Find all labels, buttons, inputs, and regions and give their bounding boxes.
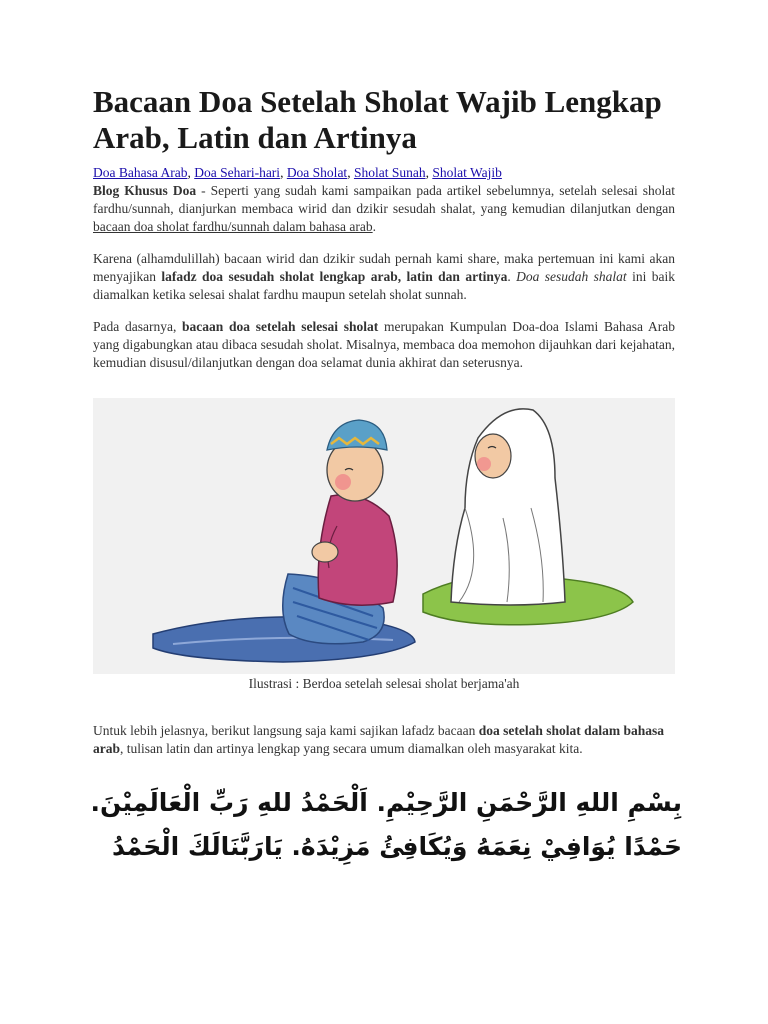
tag-link-doa-bahasa-arab[interactable]: Doa Bahasa Arab <box>93 165 188 180</box>
p2-text: ini baik diamalkan ketika selesai shalat fardhu maupun setelah sholat sunnah. <box>93 269 675 302</box>
figure-caption: Ilustrasi : Berdoa setelah selesai sholat berjama'ah <box>248 676 520 691</box>
tag-link-sholat-wajib[interactable]: Sholat Wajib <box>432 165 502 180</box>
p2-bold: lafadz doa sesudah sholat lengkap arab, latin dan artinya <box>161 269 508 284</box>
tag-list <box>93 164 683 182</box>
p3-text: Pada dasarnya, <box>93 319 183 334</box>
article-title: Bacaan Doa Setelah Sholat Wajib Lengkap Arab, Latin dan Artinya <box>93 84 662 155</box>
tag-link-doa-sehari-hari[interactable]: Doa Sehari-hari <box>194 165 281 180</box>
illustration-praying-children <box>93 398 675 674</box>
p4-text: , tulisan latin dan artinya lengkap yang secara umum diamalkan oleh masyarakat kita. <box>120 741 583 756</box>
arabic-prayer-line-2: حَمْدًا يُوَافِيْ نِعَمَهُ وَيُكَافِئُ مَزِيْدَهُ. يَارَبَّنَالَكَ الْحَمْدُ <box>112 832 682 861</box>
blog-name: Blog Khusus Doa <box>93 183 197 198</box>
p2-text: Karena (alhamdulillah) bacaan wirid dan dzikir sudah pernah kami share, maka pertemuan ini kami akan menyajikan <box>93 251 675 284</box>
tag-separator: , <box>187 165 195 180</box>
arabic-prayer-line-1: بِسْمِ اللهِ الرَّحْمَنِ الرَّحِيْمِ. اَلْحَمْدُ للهِ رَبِّ الْعَالَمِيْنَ. <box>90 788 682 817</box>
p4-text: Untuk lebih jelasnya, berikut langsung saja kami sajikan lafadz bacaan <box>93 723 479 738</box>
p2-italic: Doa sesudah shalat <box>516 269 627 284</box>
tag-link-sholat-sunah[interactable]: Sholat Sunah <box>353 165 426 180</box>
intro-end: . <box>372 219 377 234</box>
intro-paragraph <box>93 182 675 236</box>
tag-separator: , <box>347 165 354 180</box>
second-paragraph <box>93 250 675 304</box>
p3-bold: bacaan doa setelah selesai sholat <box>182 319 379 334</box>
p4-bold: doa setelah sholat dalam bahasa arab <box>93 723 665 756</box>
tag-separator: , <box>425 165 433 180</box>
tag-link-doa-sholat[interactable]: Doa Sholat <box>286 165 348 180</box>
third-paragraph <box>93 318 675 372</box>
underlined-phrase: bacaan doa sholat fardhu/sunnah dalam bahasa arab <box>93 219 373 234</box>
p3-text: merupakan Kumpulan Doa-doa Islami Bahasa Arab yang digabungkan atau dibaca sesudah sholat. Misalnya, membaca doa memohon dijauhkan dari kejahatan, kemudian disusul/dilanjutkan dengan doa selamat dunia akhirat dan seterusnya. <box>93 319 675 370</box>
illustration-svg <box>93 398 675 674</box>
fourth-paragraph <box>93 722 675 758</box>
intro-text: - Seperti yang sudah kami sampaikan pada artikel sebelumnya, setelah selesai sholat fardhu/sunnah, dianjurkan membaca wirid dan dzikir sesudah shalat, yang kemudian dilanjutkan dengan <box>93 183 675 216</box>
p2-text: . <box>507 269 517 284</box>
tag-separator: , <box>280 165 287 180</box>
